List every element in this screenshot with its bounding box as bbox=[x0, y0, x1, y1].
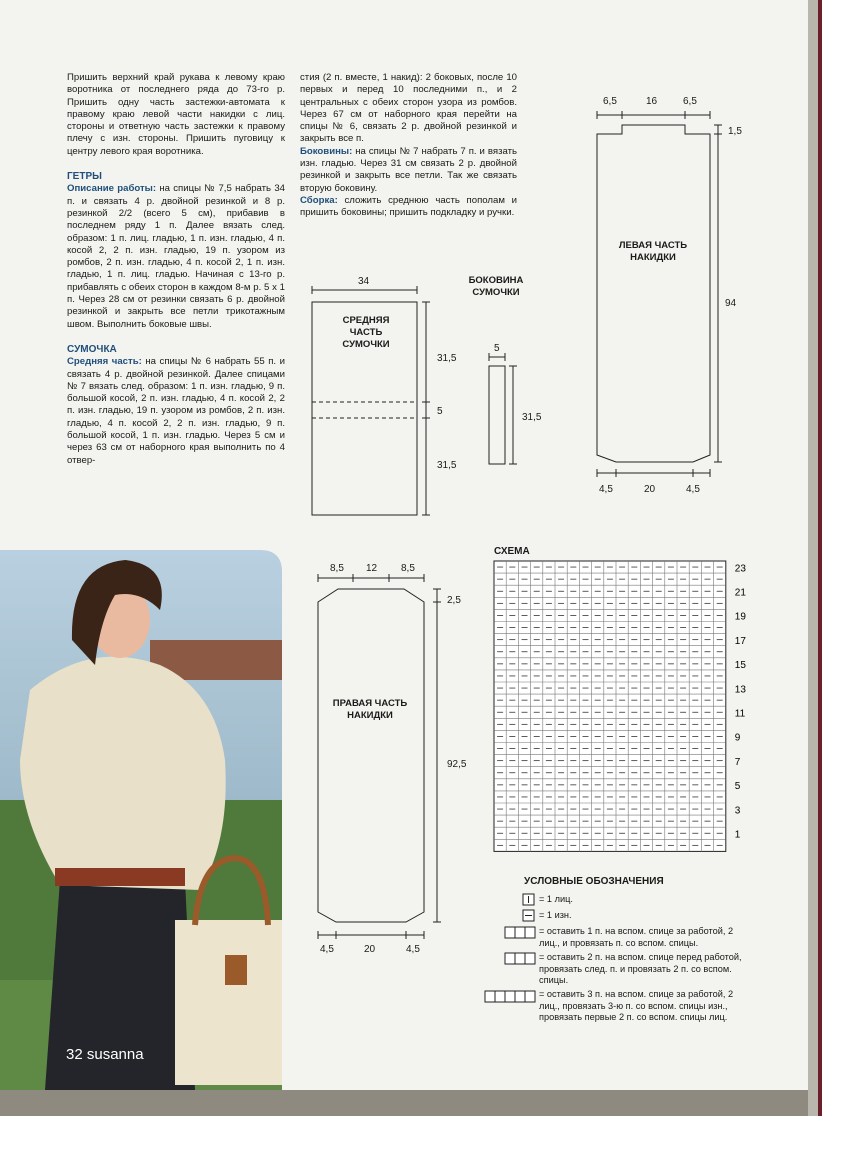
bag-middle-top: 34 bbox=[358, 276, 370, 287]
left-cape-top-b: 16 bbox=[646, 96, 658, 107]
right-cape-bot-c: 4,5 bbox=[406, 944, 420, 955]
side-lead: Боковины: bbox=[300, 145, 353, 157]
bag-middle-title-3: СУМОЧКИ bbox=[342, 339, 390, 350]
assembly-text: сложить среднюю часть пополам и пришить боковины; пришить подкладку и ручки. bbox=[300, 194, 517, 219]
bag-continued: стия (2 п. вместе, 1 накид): 2 боковых, после 10 первых и перед 10 последними п., и 2 центральных с обеих сторон узора из ромбов. Через 67 см от наборного края перейти на спицы № 6, связать 2 р. двойной резинкой и закрыть все п. bbox=[300, 72, 517, 145]
chart-row-number: 21 bbox=[734, 587, 746, 599]
left-cape-outline bbox=[597, 125, 710, 462]
chart-row-number: 9 bbox=[734, 732, 741, 744]
page-number: 32 bbox=[66, 1046, 83, 1063]
chart-row-number: 19 bbox=[734, 611, 746, 623]
page-footer bbox=[66, 1046, 144, 1063]
left-cape-title-2: НАКИДКИ bbox=[630, 252, 676, 263]
left-cape-top-a: 6,5 bbox=[603, 96, 617, 107]
section-heading-bag: СУМОЧКА bbox=[67, 343, 117, 355]
knitted-cape bbox=[20, 657, 226, 890]
magazine-name: susanna bbox=[86, 1046, 144, 1063]
right-cape-title-1: ПРАВАЯ ЧАСТЬ bbox=[332, 698, 408, 709]
bag-side-title-1: БОКОВИНА bbox=[468, 275, 524, 286]
right-cape-right-b: 92,5 bbox=[447, 759, 467, 770]
assembly-lead: Сборка: bbox=[300, 194, 338, 206]
chart-row-number: 5 bbox=[734, 781, 741, 793]
left-cape-bot-a: 4,5 bbox=[599, 484, 613, 495]
legend-cable-2-symbol bbox=[505, 953, 535, 964]
bag-side-title-2: СУМОЧКИ bbox=[472, 287, 520, 298]
left-cape-diagram bbox=[597, 111, 722, 477]
left-cape-right-a: 1,5 bbox=[728, 126, 742, 137]
chart-row-number: 3 bbox=[734, 805, 741, 817]
bag-side-diagram bbox=[489, 353, 517, 464]
section-heading-getry: ГЕТРЫ bbox=[67, 171, 102, 183]
bag-text: на спицы № 6 набрать 55 п. и связать 4 р. двойной резинкой. Далее спицами № 7 вязать след. образом: 1 п. изн. гладью, 9 п. большой косой, 2 п. изн. гладью, 4 п. косой 2, 2 п. изн. гладью, 19 п. узором из ромбов, 2 п. изн. гладью, 4 п. косой 2, 2 п. изн. гладью, 9 п. большой косой, 1 п. изн. гладью. Через 5 см и через 63 см от наборного края выполнить по 4 отвер- bbox=[67, 356, 285, 466]
right-cape-title-2: НАКИДКИ bbox=[347, 710, 393, 721]
chart-row-number: 11 bbox=[734, 708, 746, 720]
legend-item-knit: = 1 лиц. bbox=[539, 894, 573, 904]
bag-side-outline bbox=[489, 366, 505, 464]
legend-item-cable-1: = оставить 1 п. на вспом. спице за работой, 2 лиц., и провязать п. со вспом. спицы. bbox=[539, 926, 734, 948]
right-cape-top-b: 12 bbox=[366, 563, 378, 574]
left-cape-right-b: 94 bbox=[725, 298, 737, 309]
getry-text: на спицы № 7,5 набрать 34 п. и связать 4 р. двойной резинкой и 8 р. резинкой 2/2 (всего 5 см), прибавив в последнем ряду 1 п. Далее вязать след. образом: 1 п. лиц. гладью, 1 п. изн. гладью, 4 п. косой 2, 2 п. изн. гладью, 19 п. узором из ромбов, 2 п. изн. гладью, 4 п. косой 2, 1 п. изн. гладью, 1 п. лиц. гладью. Начиная с 13-го р. прибавлять с обеих сторон в каждом 8-м р. 5 х 1 п. Через 28 см от резинки связать 6 р. двойной резинкой и закрыть все петли трикотажным швом. Выполнить боковые швы. bbox=[67, 183, 285, 330]
chart-row-number: 13 bbox=[734, 684, 746, 696]
knitting-chart-row-numbers bbox=[735, 563, 747, 840]
chart-row-number: 7 bbox=[734, 756, 741, 768]
right-cape-diagram bbox=[318, 574, 441, 939]
knitting-chart-grid bbox=[494, 561, 726, 851]
chart-row-number: 17 bbox=[734, 635, 746, 647]
left-cape-top-c: 6,5 bbox=[683, 96, 697, 107]
legend-item-purl: = 1 изн. bbox=[539, 910, 572, 920]
right-cape-top-c: 8,5 bbox=[401, 563, 415, 574]
schema-title: СХЕМА bbox=[494, 546, 530, 557]
right-cape-outline bbox=[318, 589, 424, 922]
legend-item-cable-2: = оставить 2 п. на вспом. спице перед работой, провязать след. п. и провязать 2 п. со вспом. спицы. bbox=[539, 952, 742, 985]
bag-middle-title-1: СРЕДНЯЯ bbox=[342, 315, 390, 326]
legend-symbols bbox=[485, 894, 535, 1002]
bag-middle-r3: 31,5 bbox=[437, 460, 457, 471]
chart-row-number: 23 bbox=[734, 563, 746, 575]
legend-cable-3-symbol bbox=[485, 991, 535, 1002]
getry-lead: Описание работы: bbox=[67, 183, 157, 195]
bag-side-top: 5 bbox=[494, 343, 500, 354]
legend-item-cable-3: = оставить 3 п. на вспом. спице за работой, 2 лиц., провязать 3-ю п. со вспом. спицы изн., провязать первые 2 п. со вспом. спицы лиц. bbox=[539, 989, 734, 1022]
knitted-bag bbox=[175, 920, 300, 1085]
left-cape-bot-c: 4,5 bbox=[686, 484, 700, 495]
bag-side-right: 31,5 bbox=[522, 412, 542, 423]
bag-lead: Средняя часть: bbox=[67, 356, 142, 368]
bag-middle-r2: 5 bbox=[437, 406, 443, 417]
model-photo bbox=[0, 550, 300, 1090]
legend-title: УСЛОВНЫЕ ОБОЗНАЧЕНИЯ bbox=[524, 876, 664, 887]
bag-middle-r1: 31,5 bbox=[437, 353, 457, 364]
right-cape-right-a: 2,5 bbox=[447, 595, 461, 606]
left-cape-title-1: ЛЕВАЯ ЧАСТЬ bbox=[618, 240, 688, 251]
chart-row-number: 15 bbox=[734, 660, 746, 672]
right-cape-bot-b: 20 bbox=[364, 944, 376, 955]
bag-middle-title-2: ЧАСТЬ bbox=[349, 327, 383, 338]
sleeve-instructions: Пришить верхний край рукава к левому краю воротника от последнего ряда до 73-го р. Пришить одну часть застежки-автомата к правому краю левой части накидки с лиц. стороны и ответную часть застежки к правому плечу с изн. стороны. Пришить пуговицу к центру левого края воротника. bbox=[67, 72, 285, 157]
right-cape-bot-a: 4,5 bbox=[320, 944, 334, 955]
legend-cable-1-symbol bbox=[505, 927, 535, 938]
side-text: на спицы № 7 набрать 7 п. и вязать изн. гладью. Через 31 см связать 2 р. двойной резинкой и закрыть все петли. Так же связать вторую боковину. bbox=[300, 145, 517, 194]
left-cape-bot-b: 20 bbox=[644, 484, 656, 495]
right-cape-top-a: 8,5 bbox=[330, 563, 344, 574]
chart-row-number: 1 bbox=[734, 829, 741, 841]
